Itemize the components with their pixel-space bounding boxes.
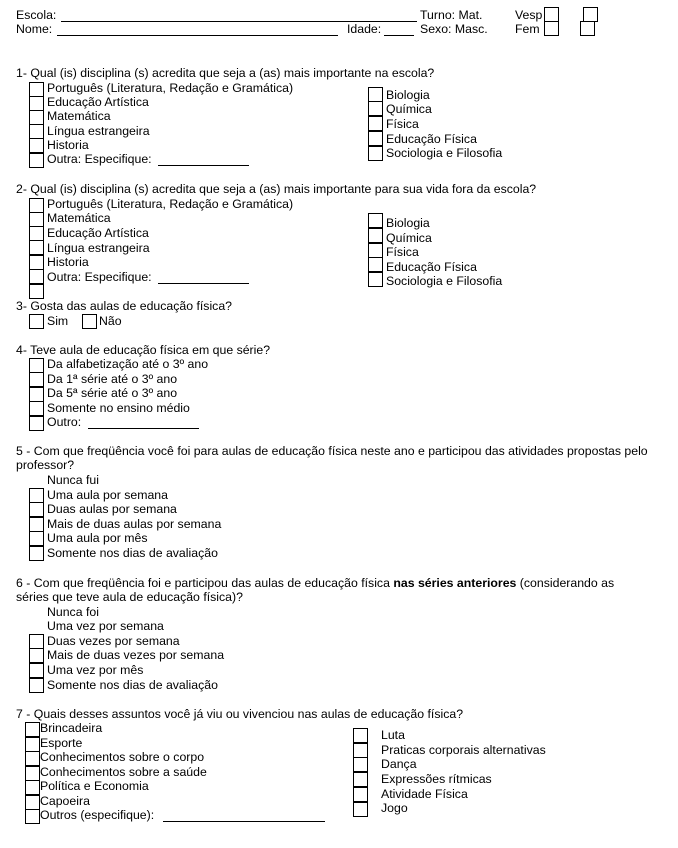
q1-r-checkbox-1[interactable] bbox=[368, 87, 383, 102]
q1-title: 1- Qual (is) disciplina (s) acredita que seja a (as) mais importante na escola? bbox=[16, 66, 435, 80]
q1-r-option-5: Sociologia e Filosofia bbox=[386, 146, 503, 160]
q6-option-6: Somente nos dias de avaliação bbox=[47, 678, 218, 692]
q3-title: 3- Gosta das aulas de educação física? bbox=[16, 299, 233, 313]
q6-option-2: Uma vez por semana bbox=[47, 619, 164, 633]
q1-checkbox-3[interactable] bbox=[29, 110, 44, 125]
q7-r-option-5: Atividade Física bbox=[381, 787, 468, 801]
q1-checkbox-5[interactable] bbox=[29, 138, 44, 153]
q5-option-1: Nunca fui bbox=[47, 473, 99, 487]
q7-r-checkbox-4[interactable] bbox=[353, 772, 368, 787]
q7-checkbox-5[interactable] bbox=[25, 780, 40, 795]
q4-option-4: Somente no ensino médio bbox=[47, 401, 190, 415]
sexo-label: Sexo: Masc. bbox=[420, 22, 488, 36]
q1-option-4: Língua estrangeira bbox=[47, 124, 150, 138]
q2-r-checkbox-1[interactable] bbox=[368, 213, 383, 228]
q3-sim-checkbox[interactable] bbox=[29, 314, 44, 329]
q7-option-7: Outros (especifique): bbox=[40, 808, 155, 822]
q5-title-line2: professor? bbox=[16, 458, 75, 472]
escola-label: Escola: bbox=[16, 8, 57, 22]
masc-checkbox[interactable] bbox=[580, 21, 595, 36]
q6-option-5: Uma vez por mês bbox=[47, 663, 144, 677]
q7-checkbox-6[interactable] bbox=[25, 795, 40, 810]
q5-option-3: Duas aulas por semana bbox=[47, 502, 177, 516]
vesp-checkbox[interactable] bbox=[544, 7, 559, 22]
idade-field[interactable] bbox=[384, 35, 414, 36]
q1-r-checkbox-3[interactable] bbox=[368, 116, 383, 131]
q2-r-checkbox-3[interactable] bbox=[368, 243, 383, 258]
q5-checkbox-2[interactable] bbox=[29, 502, 44, 517]
vesp-label: Vesp bbox=[515, 8, 543, 22]
q7-r-checkbox-2[interactable] bbox=[353, 743, 368, 758]
q1-option-6: Outra: Especifique: bbox=[47, 152, 152, 166]
turno-label: Turno: Mat. bbox=[420, 8, 483, 22]
q6-option-1: Nunca foi bbox=[47, 605, 99, 619]
q5-option-2: Uma aula por semana bbox=[47, 488, 168, 502]
q1-other-field[interactable] bbox=[158, 165, 249, 166]
q6-option-4: Mais de duas vezes por semana bbox=[47, 648, 225, 662]
turno-extra-checkbox[interactable] bbox=[583, 7, 598, 22]
q1-checkbox-4[interactable] bbox=[29, 124, 44, 139]
q7-checkbox-4[interactable] bbox=[25, 766, 40, 781]
q7-r-option-4: Expressões rítmicas bbox=[381, 772, 492, 786]
q1-option-2: Educação Artística bbox=[47, 95, 149, 109]
q7-r-option-6: Jogo bbox=[381, 801, 408, 815]
q7-r-option-3: Dança bbox=[381, 757, 417, 771]
q3-sim-label: Sim bbox=[47, 314, 69, 328]
q1-checkbox-2[interactable] bbox=[29, 96, 44, 111]
fem-label: Fem bbox=[515, 22, 540, 36]
q1-r-checkbox-5[interactable] bbox=[368, 146, 383, 161]
q7-option-3: Conhecimentos sobre o corpo bbox=[40, 750, 205, 764]
q7-option-1: Brincadeira bbox=[40, 721, 103, 735]
q2-checkbox-2[interactable] bbox=[29, 212, 44, 227]
q7-r-option-1: Luta bbox=[381, 728, 405, 742]
q5-checkbox-3[interactable] bbox=[29, 517, 44, 532]
q2-r-option-4: Educação Física bbox=[386, 260, 477, 274]
q4-option-3: Da 5ª série até o 3º ano bbox=[47, 386, 178, 400]
q3-nao-label: Não bbox=[99, 314, 122, 328]
q6-title-line1: 6 - Com que freqüência foi e participou das aulas de educação física nas séries anteriores (considerando as bbox=[16, 576, 615, 590]
q7-option-5: Política e Economia bbox=[40, 779, 149, 793]
q6-option-3: Duas vezes por semana bbox=[47, 634, 180, 648]
q2-option-6: Outra: Especifique: bbox=[47, 270, 152, 284]
q4-checkbox-5[interactable] bbox=[29, 416, 44, 431]
q1-r-option-3: Física bbox=[386, 117, 419, 131]
q4-checkbox-1[interactable] bbox=[29, 358, 44, 373]
q2-option-3: Educação Artística bbox=[47, 226, 149, 240]
q2-r-checkbox-4[interactable] bbox=[368, 257, 383, 272]
q2-checkbox-5[interactable] bbox=[29, 255, 44, 270]
q1-option-1: Português (Literatura, Redação e Gramática) bbox=[47, 81, 294, 95]
q2-r-checkbox-2[interactable] bbox=[368, 228, 383, 243]
q7-option-4: Conhecimentos sobre a saúde bbox=[40, 765, 207, 779]
q1-r-checkbox-4[interactable] bbox=[368, 131, 383, 146]
q2-r-option-3: Física bbox=[386, 245, 419, 259]
q4-title: 4- Teve aula de educação física em que série? bbox=[16, 343, 271, 357]
q2-checkbox-4[interactable] bbox=[29, 240, 44, 255]
q7-option-6: Capoeira bbox=[40, 794, 90, 808]
q5-option-4: Mais de duas aulas por semana bbox=[47, 517, 222, 531]
q1-r-option-1: Biologia bbox=[386, 88, 430, 102]
q2-r-checkbox-5[interactable] bbox=[368, 272, 383, 287]
q6-checkbox-2[interactable] bbox=[29, 648, 44, 663]
q5-option-6: Somente nos dias de avaliação bbox=[47, 546, 218, 560]
nome-field[interactable] bbox=[57, 35, 338, 36]
q7-checkbox-3[interactable] bbox=[25, 751, 40, 766]
q2-option-4: Língua estrangeira bbox=[47, 241, 150, 255]
q6-title-line2: séries que teve aula de educação física)? bbox=[16, 590, 243, 604]
q1-option-5: Historia bbox=[47, 138, 89, 152]
q1-checkbox-1[interactable] bbox=[29, 82, 44, 97]
q6-title-bold: nas séries anteriores bbox=[393, 576, 517, 590]
q5-title-line1: 5 - Com que freqüência você foi para aulas de educação física neste ano e participou das atividades propostas pelo bbox=[16, 444, 648, 458]
q2-other-field[interactable] bbox=[158, 283, 249, 284]
idade-label: Idade: bbox=[347, 22, 382, 36]
q7-option-2: Esporte bbox=[40, 736, 83, 750]
q4-option-5: Outro: bbox=[47, 415, 82, 429]
q7-checkbox-7[interactable] bbox=[25, 809, 40, 824]
q7-r-checkbox-5[interactable] bbox=[353, 787, 368, 802]
q1-option-3: Matemática bbox=[47, 109, 111, 123]
q2-r-option-1: Biologia bbox=[386, 216, 430, 230]
q4-option-2: Da 1ª série até o 3º ano bbox=[47, 372, 178, 386]
q6-checkbox-4[interactable] bbox=[29, 678, 44, 693]
fem-checkbox[interactable] bbox=[544, 21, 559, 36]
q4-option-1: Da alfabetização até o 3º ano bbox=[47, 357, 209, 371]
q7-checkbox-1[interactable] bbox=[25, 722, 40, 737]
q1-r-checkbox-2[interactable] bbox=[368, 101, 383, 116]
q2-checkbox-1[interactable] bbox=[29, 198, 44, 213]
q2-option-1: Português (Literatura, Redação e Gramática) bbox=[47, 197, 294, 211]
q1-r-option-2: Química bbox=[386, 102, 432, 116]
q4-checkbox-2[interactable] bbox=[29, 372, 44, 387]
q3-nao-checkbox[interactable] bbox=[82, 314, 97, 329]
q2-checkbox-7[interactable] bbox=[29, 284, 44, 299]
q7-r-checkbox-3[interactable] bbox=[353, 757, 368, 772]
q5-checkbox-5[interactable] bbox=[29, 546, 44, 561]
q4-checkbox-4[interactable] bbox=[29, 401, 44, 416]
q7-r-option-2: Praticas corporais alternativas bbox=[381, 743, 546, 757]
q4-other-field[interactable] bbox=[88, 428, 199, 429]
q2-r-option-2: Química bbox=[386, 231, 432, 245]
q5-option-5: Uma aula por mês bbox=[47, 531, 148, 545]
q5-checkbox-4[interactable] bbox=[29, 531, 44, 546]
q5-checkbox-1[interactable] bbox=[29, 488, 44, 503]
q7-r-checkbox-6[interactable] bbox=[353, 802, 368, 817]
q7-title: 7 - Quais desses assuntos você já viu ou vivenciou nas aulas de educação física? bbox=[16, 707, 464, 721]
q7-checkbox-2[interactable] bbox=[25, 737, 40, 752]
q6-checkbox-3[interactable] bbox=[29, 663, 44, 678]
q1-checkbox-6[interactable] bbox=[29, 153, 44, 168]
q2-checkbox-6[interactable] bbox=[29, 269, 44, 284]
q7-r-checkbox-1[interactable] bbox=[353, 728, 368, 743]
q2-title: 2- Qual (is) disciplina (s) acredita que seja a (as) mais importante para sua vida fora da escola? bbox=[16, 182, 537, 196]
q6-checkbox-1[interactable] bbox=[29, 634, 44, 649]
q4-checkbox-3[interactable] bbox=[29, 387, 44, 402]
q1-r-option-4: Educação Física bbox=[386, 132, 477, 146]
q7-other-field[interactable] bbox=[163, 821, 325, 822]
q2-checkbox-3[interactable] bbox=[29, 226, 44, 241]
nome-label: Nome: bbox=[16, 22, 53, 36]
q2-option-5: Historia bbox=[47, 255, 89, 269]
q2-option-2: Matemática bbox=[47, 211, 111, 225]
q2-r-option-5: Sociologia e Filosofia bbox=[386, 274, 503, 288]
